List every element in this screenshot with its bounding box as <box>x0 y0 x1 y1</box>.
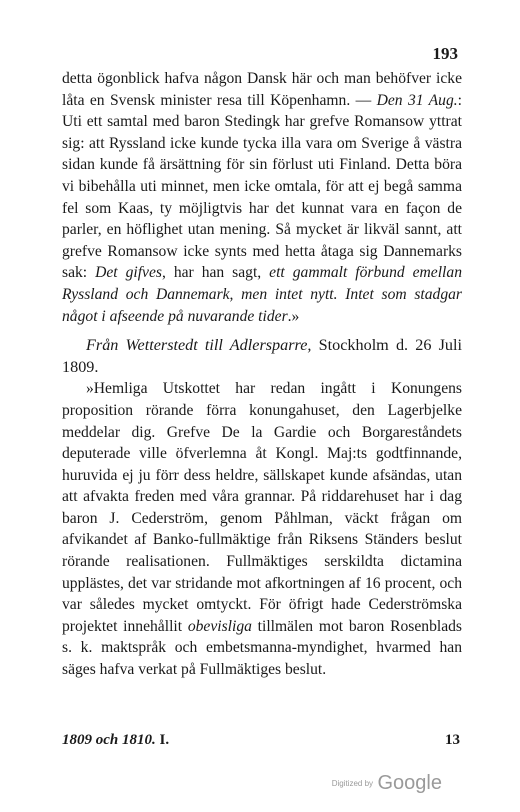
letter-sender-recipient: Från Wetterstedt till Adlersparre, <box>86 336 312 355</box>
letter-place-date: Stockholm d. 26 Juli 1809. <box>62 336 462 376</box>
text-run: detta ögonblick hafva någon Dansk här och man behöfver icke låta en Svensk minister resa till Köpenhamn. — <box>62 70 462 109</box>
letter-heading <box>62 335 462 378</box>
watermark-caption: Digitized by <box>331 779 374 788</box>
page-number: 193 <box>432 44 458 63</box>
paragraph-1 <box>62 68 462 327</box>
digitized-watermark <box>332 772 442 795</box>
footer-signature: 1809 och 1810. <box>62 732 156 748</box>
emphasis-italic: obevisliga <box>187 617 252 635</box>
quote-italic: ett gammalt förbund emellan Ryssland och Dannemark, men intet nytt. Intet som stadgar något i afseende på nuvarande tider <box>62 264 462 325</box>
page-footer <box>62 732 460 749</box>
paragraph-2 <box>62 378 462 680</box>
text-run: , har han sagt, <box>161 264 270 282</box>
text-run: .» <box>287 307 300 325</box>
quote-italic: Det gifves <box>95 264 162 282</box>
text-run: : Uti ett samtal med baron Stedingk har grefve Romansow yttrat sig: att Ryssland icke kunde tycka illa vara om Sverige å västra sidan kunde få ärsättning för sin förlust uti Finland. Detta böra vi bibehålla uti minnet, men icke omtala, för att ej begå samma fel som Kaas, ty möjligtvis har det kunnat vara en façon de parler, en höflighet utan mening. Så mycket är likväl sannt, att grefve Romansow icke synts med hetta åtaga sig Dannemarks sak: <box>62 91 462 282</box>
footer-sheet-number: 13 <box>445 732 460 748</box>
text-run: »Hemliga Utskottet har redan ingått i Konungens proposition rörande förra konungahuset, den Lagerbjelke meddelar dig. Grefve De la Gardie och Borgareståndets deputerade ville öfverlemna åt Kongl. Maj:ts godtfinnande, huruvida ej ju förr dess heldre, sällskapet kunde afsändas, utan att afvakta freden med våra grannar. På riddarehuset har i dag baron J. Cederström, genom Påhlman, väckt frågan om afvikandet af Banko-fullmäktige från Riksens Ständers beslut rörande realisationen. Fullmäktiges serskildta dictamina upplästes, det var stridande mot afkortningen af 16 procent, och var således mycket omtyckt. För öfrigt hade Cederströmska projektet innehållit <box>62 380 462 635</box>
body-text <box>62 68 462 681</box>
watermark-logo: Google <box>377 772 442 794</box>
footer-volume: I. <box>159 732 170 748</box>
date-entry: Den 31 Aug. <box>376 91 458 109</box>
text-run: tillmälen mot baron Rosenblads s. k. maktspråk och embetsmanna-myndighet, hvarmed han säges hafva verkat på Fullmäktiges beslut. <box>62 617 462 679</box>
